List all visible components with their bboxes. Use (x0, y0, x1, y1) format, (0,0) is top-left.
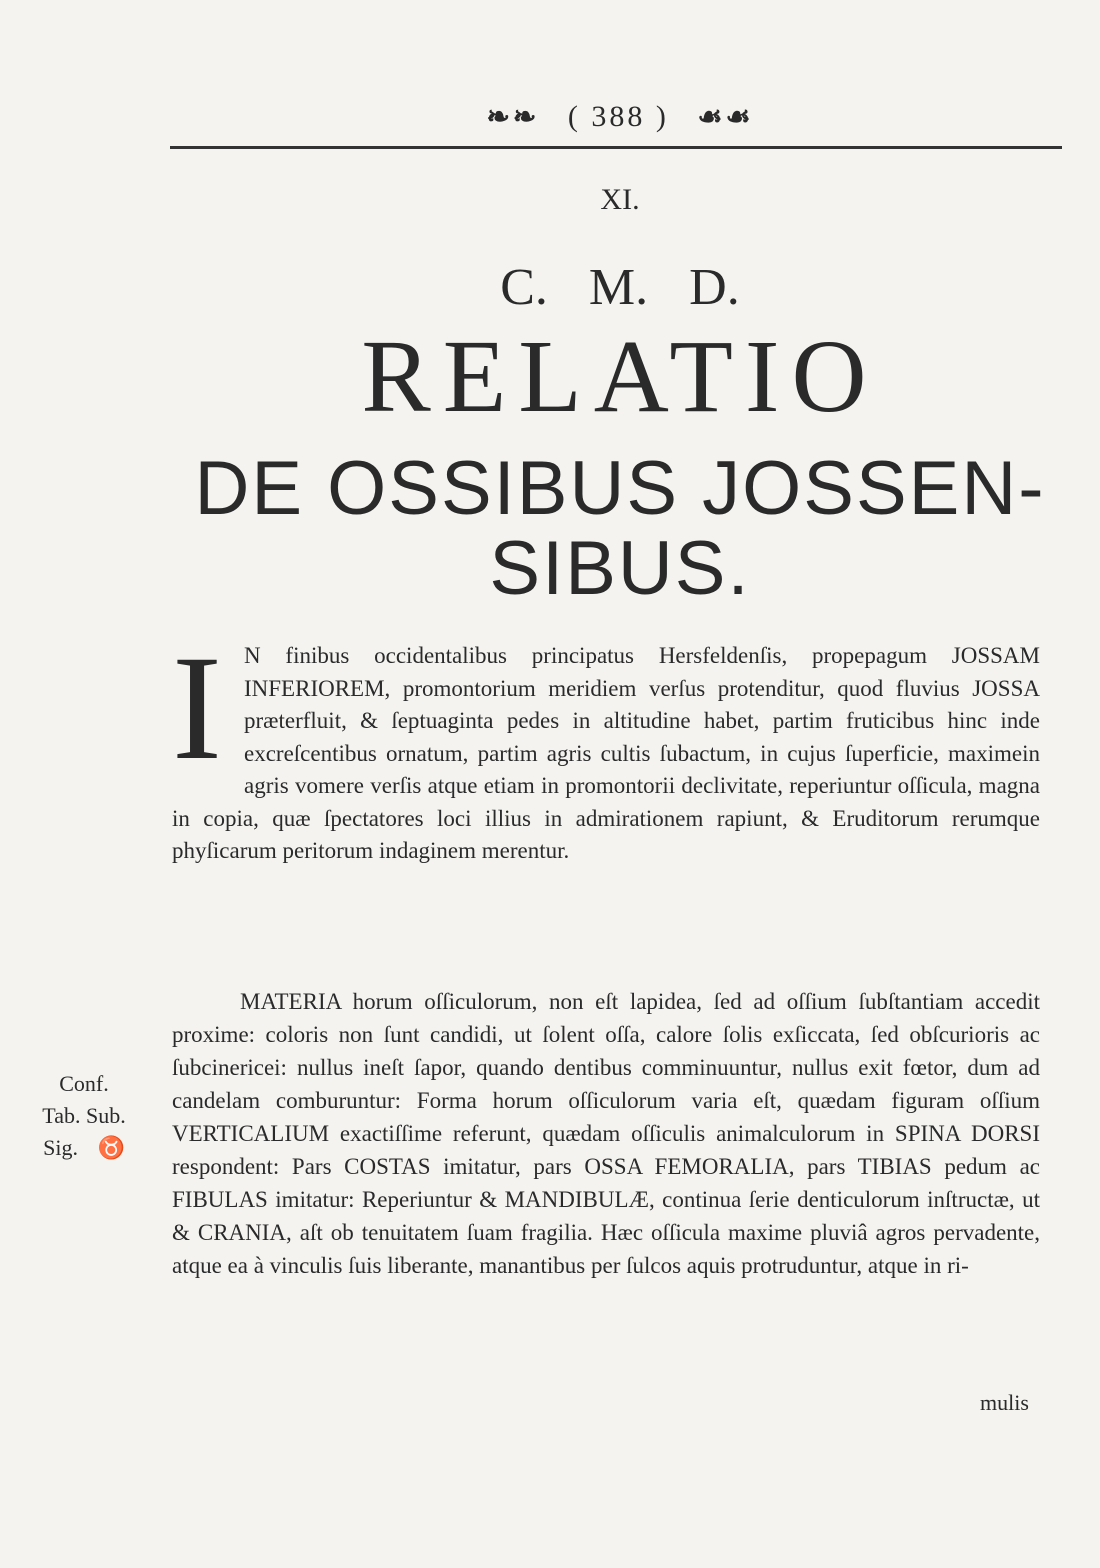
header-rule (170, 146, 1062, 149)
title-line-1: RELATIO (361, 319, 879, 434)
author-initials: C. M. D. (500, 259, 740, 316)
page-number: ( 388 ) (567, 100, 669, 133)
drop-cap: I (172, 625, 222, 791)
margin-note-line-1: Conf. (59, 1071, 109, 1096)
ornament-left-icon: ❧❧ (486, 102, 540, 133)
margin-note (14, 1068, 154, 1164)
section-number: XI. (600, 183, 640, 216)
paragraph-1-text: N finibus occidentalibus principatus Hersfeldenſis, propepagum JOSSAM INFERIOREM, promontorium meridiem verſus protenditur, quod fluvius JOSSA præterfluit, & ſeptuaginta pedes in altitudine habet, partim fruticibus hinc inde excreſcentibus ornatum, partim agris cultis ſubactum, in cujus ſuperficie, maximein agris vomere verſis atque etiam in promontorii declivitate, reperiuntur oſſicula, magna in copia, quæ ſpectatores loci illius in admirationem rapiunt, & Eruditorum rerumque phyſicarum peritorum indaginem merentur. (172, 643, 1040, 863)
title-line-3: SIBUS. (489, 526, 751, 611)
catchword: mulis (980, 1390, 1029, 1415)
running-header (170, 100, 1070, 134)
margin-note-line-3: Sig. ♉ (43, 1135, 125, 1160)
title-line-2: DE OSSIBUS JOSSEN- (194, 446, 1046, 531)
margin-note-line-2: Tab. Sub. (42, 1103, 126, 1128)
ornament-right-icon: ☙☙ (697, 102, 754, 133)
taurus-symbol-icon: ♉ (97, 1135, 125, 1160)
paragraph-1 (172, 625, 1040, 868)
paragraph-2: MATERIA horum oſſiculorum, non eſt lapidea, ſed ad oſſium ſubſtantiam accedit proxime: coloris non ſunt candidi, ut ſolent oſſa, calore ſolis exſiccata, ſed obſcurioris ac ſubcinericei: nullus ineſt ſapor, quando dentibus comminuuntur, nullus exit fœtor, dum ad candelam comburuntur: Forma horum oſſiculorum varia eſt, quædam figuram oſſium VERTICALIUM exactiſſime referunt, quædam oſſiculis animalculorum in SPINA DORSI respondent: Pars COSTAS imitatur, pars OSSA FEMORALIA, pars TIBIAS pedum ac FIBULAS imitatur: Reperiuntur & MANDIBULÆ, continua ſerie denticulorum inſtructæ, ut & CRANIA, aſt ob tenuitatem ſuam fragilia. Hæc oſſicula maxime pluviâ agros pervadente, atque ea à vinculis ſuis liberante, manantibus per ſulcos aquis protruduntur, atque in ri- (172, 989, 1040, 1278)
